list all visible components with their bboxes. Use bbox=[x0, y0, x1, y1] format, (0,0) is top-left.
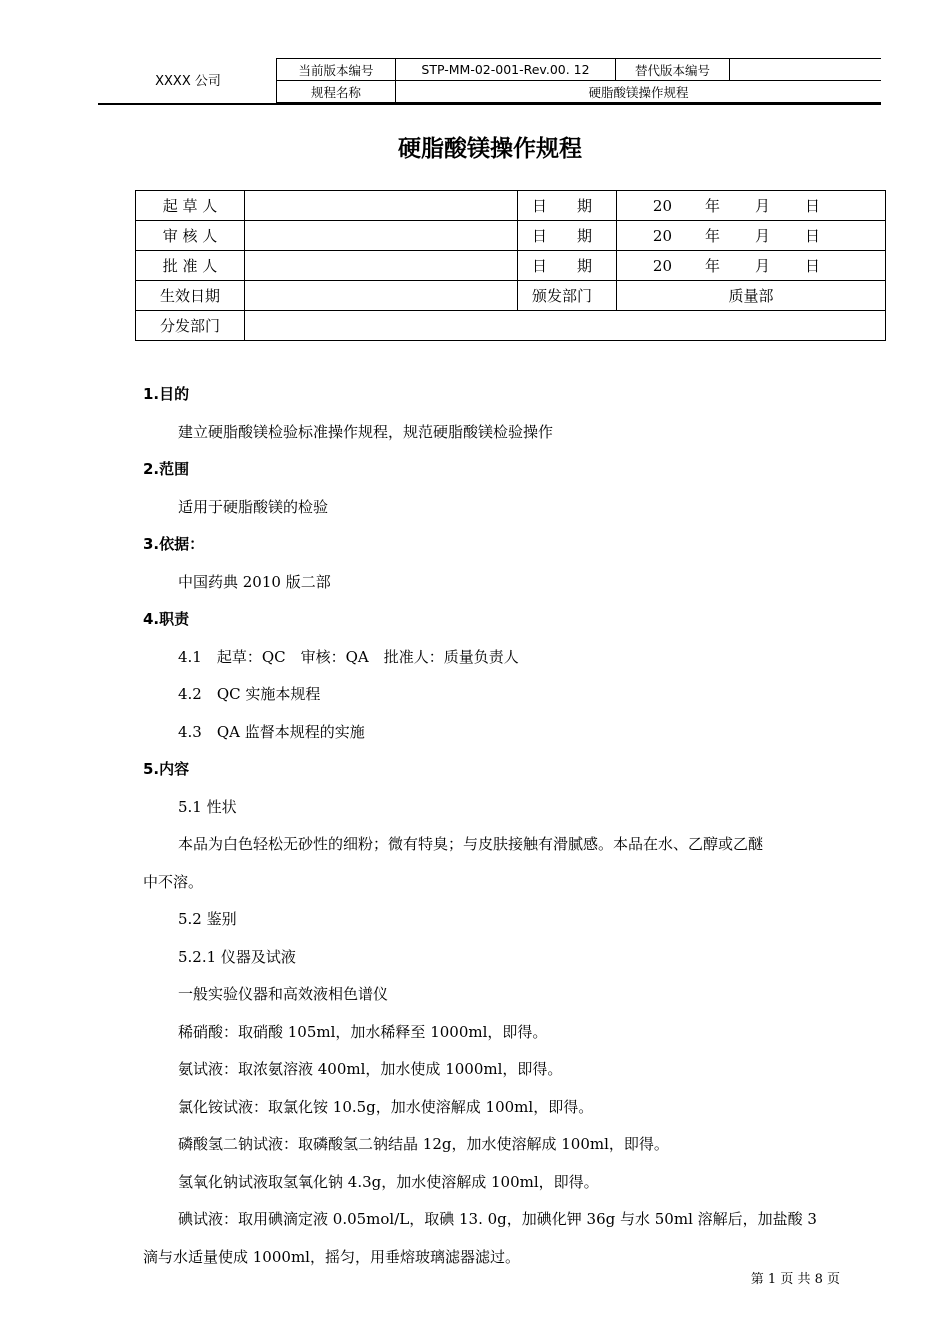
approver-label: 批 准 人 bbox=[136, 251, 245, 281]
approver-value bbox=[245, 251, 518, 281]
subsection-5-2-1: 5.2.1 仪器及试液 bbox=[178, 947, 296, 966]
reviewer-date-label: 日 期 bbox=[518, 221, 617, 251]
section-basis-title: 3.依据： bbox=[143, 535, 205, 553]
date-month-char: 月 bbox=[754, 227, 770, 245]
effective-date-label: 生效日期 bbox=[136, 281, 245, 311]
reagent-iodine-line-2: 滴与水适量使成 1000ml，摇匀，用垂熔玻璃滤器滤过。 bbox=[143, 1247, 520, 1266]
approver-date-value bbox=[617, 251, 886, 281]
reagent-iodine-line-1: 碘试液：取用碘滴定液 0.05mol/L，取碘 13. 0g，加碘化钾 36g 与水 50ml 溶解后，加盐酸 3 bbox=[178, 1210, 817, 1228]
current-version-value: STP-MM-02-001-Rev.00. 12 bbox=[396, 59, 616, 81]
reagent-sodium-hydroxide: 氢氧化钠试液取氢氧化钠 4.3g，加水使溶解成 100ml，即得。 bbox=[178, 1172, 599, 1191]
reviewer-label: 审 核 人 bbox=[136, 221, 245, 251]
section-purpose-text: 建立硬脂酸镁检验标准操作规程，规范硬脂酸镁检验操作 bbox=[178, 422, 554, 441]
reagent-disodium-phosphate: 磷酸氢二钠试液：取磷酸氢二钠结晶 12g，加水使溶解成 100ml，即得。 bbox=[178, 1135, 669, 1153]
section-scope-title: 2.范围 bbox=[143, 460, 190, 478]
issuing-dept-value: 质量部 bbox=[617, 281, 886, 311]
drafter-date-value bbox=[617, 191, 886, 221]
header-divider bbox=[98, 103, 881, 105]
document-header-table bbox=[276, 58, 881, 103]
approver-date-label: 日 期 bbox=[518, 251, 617, 281]
date-year-char: 年 bbox=[704, 227, 720, 245]
date-year-char: 年 bbox=[704, 257, 720, 275]
date-year-prefix: 20 bbox=[652, 256, 672, 275]
replaced-version-value bbox=[730, 59, 882, 81]
drafter-label: 起 草 人 bbox=[136, 191, 245, 221]
reviewer-date-value bbox=[617, 221, 886, 251]
duty-4-3: 4.3 QA 监督本规程的实施 bbox=[178, 722, 365, 741]
section-duties-title: 4.职责 bbox=[143, 610, 190, 628]
page-number: 第 1 页 共 8 页 bbox=[750, 1272, 840, 1287]
section-basis-text: 中国药典 2010 版二部 bbox=[178, 572, 331, 591]
issuing-dept-label: 颁发部门 bbox=[518, 281, 617, 311]
duty-4-2: 4.2 QC 实施本规程 bbox=[178, 685, 321, 703]
reagent-ammonia: 氨试液：取浓氨溶液 400ml，加水使成 1000ml，即得。 bbox=[178, 1060, 563, 1078]
properties-text-line-1: 本品为白色轻松无砂性的细粉；微有特臭；与皮肤接触有滑腻感。本品在水、乙醇或乙醚 bbox=[178, 835, 764, 853]
reviewer-value bbox=[245, 221, 518, 251]
drafter-date-label: 日 期 bbox=[518, 191, 617, 221]
distribution-label: 分发部门 bbox=[136, 311, 245, 341]
signoff-table bbox=[135, 190, 886, 341]
effective-date-value bbox=[245, 281, 518, 311]
distribution-value bbox=[245, 311, 886, 341]
date-year-prefix: 20 bbox=[652, 226, 672, 245]
duty-4-1: 4.1 起草：QC 审核：QA 批准人：质量负责人 bbox=[178, 647, 519, 666]
properties-text-line-2: 中不溶。 bbox=[143, 872, 204, 891]
date-month-char: 月 bbox=[754, 197, 770, 215]
date-day-char: 日 bbox=[804, 257, 820, 275]
date-year-char: 年 bbox=[704, 197, 720, 215]
procedure-name-value: 硬脂酸镁操作规程 bbox=[396, 81, 882, 103]
date-year-prefix: 20 bbox=[652, 196, 672, 215]
date-month-char: 月 bbox=[754, 257, 770, 275]
date-day-char: 日 bbox=[804, 227, 820, 245]
section-content-title: 5.内容 bbox=[143, 760, 190, 778]
reagent-dilute-nitric-acid: 稀硝酸：取硝酸 105ml，加水稀释至 1000ml，即得。 bbox=[178, 1022, 548, 1041]
subsection-5-1: 5.1 性状 bbox=[178, 797, 237, 816]
current-version-label: 当前版本编号 bbox=[277, 59, 396, 81]
drafter-value bbox=[245, 191, 518, 221]
reagent-ammonium-chloride: 氯化铵试液：取氯化铵 10.5g，加水使溶解成 100ml，即得。 bbox=[178, 1097, 594, 1116]
replaced-version-label: 替代版本编号 bbox=[616, 59, 730, 81]
section-purpose-title: 1.目的 bbox=[143, 385, 190, 403]
document-body bbox=[143, 376, 843, 1276]
section-scope-text: 适用于硬脂酸镁的检验 bbox=[178, 497, 329, 516]
document-title: 硬脂酸镁操作规程 bbox=[398, 136, 582, 162]
date-day-char: 日 bbox=[804, 197, 820, 215]
subsection-5-2: 5.2 鉴别 bbox=[178, 910, 237, 928]
company-name: XXXX 公司 bbox=[155, 74, 221, 89]
procedure-name-label: 规程名称 bbox=[277, 81, 396, 103]
instruments-text: 一般实验仪器和高效液相色谱仪 bbox=[178, 985, 389, 1003]
